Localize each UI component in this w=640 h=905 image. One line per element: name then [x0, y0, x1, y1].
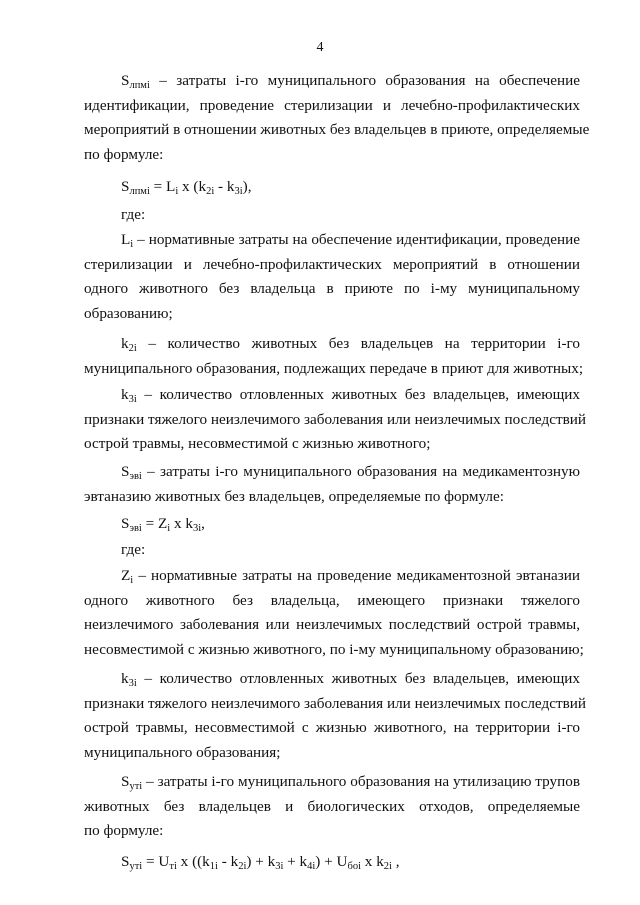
paragraph-line [84, 332, 580, 357]
symbol: S [121, 773, 130, 790]
formula-s-lpm [121, 175, 252, 200]
paragraph-k3-territory-definition [84, 667, 587, 765]
paragraph-line: признаки тяжелого неизлечимого заболевания или неизлечимых последствий [84, 694, 587, 712]
symbol: Z [121, 567, 131, 584]
subscript: 3i [128, 394, 137, 405]
paragraph-line: идентификации, проведение стерилизации и лечебно-профилактических [84, 96, 580, 114]
subscript: 3i [234, 186, 243, 197]
paragraph-s-lpm-definition [84, 69, 590, 167]
subscript: 2i [383, 861, 392, 872]
line-text: – затраты i-го муниципального образования на медикаментозную [141, 463, 580, 480]
paragraph-line [84, 383, 580, 408]
formula-s-ev [121, 512, 205, 537]
paragraph-line: признаки тяжелого неизлечимого заболевания или неизлечимых последствий [84, 410, 587, 428]
subscript: i [175, 186, 179, 197]
paragraph-k3-definition [84, 383, 587, 457]
formula-part: = Z [141, 515, 168, 532]
subscript: 3i [128, 678, 137, 689]
paragraph-k2-definition [84, 332, 584, 381]
paragraph-line: по формуле: [84, 145, 164, 163]
subscript: лпмi [129, 80, 150, 91]
symbol: k [121, 335, 129, 352]
paragraph-line: животных без владельцев и биологических отходов, определяемые [84, 797, 580, 815]
subscript: i [130, 575, 134, 586]
paragraph-line [84, 667, 580, 692]
symbol: L [121, 231, 131, 248]
paragraph-line: одного животного без владельца в приюте по i-му муниципальному [84, 280, 580, 297]
paragraph-line: муниципального образования; [84, 743, 281, 761]
formula-part: , [201, 515, 205, 532]
subscript: утi [129, 781, 143, 792]
subscript: i [167, 523, 171, 534]
paragraph-s-ut-definition [84, 770, 580, 844]
paragraph-line: мероприятий в отношении животных без владельцев в приюте, определяемые [84, 121, 590, 138]
paragraph-line [84, 564, 580, 589]
paragraph-line: муниципального образования, подлежащих передаче в приют для животных; [84, 359, 584, 377]
paragraph-line: по формуле: [84, 822, 164, 839]
line-text: – затраты i-го муниципального образования на утилизацию трупов [142, 773, 580, 790]
subscript: 4i [307, 861, 316, 872]
formula-part: = U [142, 853, 170, 870]
subscript: i [130, 239, 134, 250]
line-text: – затраты i-го муниципального образования на обеспечение [149, 72, 580, 89]
formula-part: S [121, 515, 130, 532]
subscript: лпмi [129, 186, 150, 197]
where-label: где: [121, 541, 146, 558]
paragraph-line: стерилизации и лечебно-профилактических мероприятий в отношении [84, 255, 580, 273]
line-text: – нормативные затраты на проведение медикаментозной эвтаназии [133, 567, 580, 584]
formula-part: + k [283, 853, 308, 870]
symbol: k [121, 670, 129, 687]
line-text: – количество отловленных животных без владельцев, имеющих [136, 670, 580, 687]
paragraph-line: острой травмы, несовместимой с жизнью животного, на территории i-го [84, 719, 580, 736]
formula-part: - k [217, 853, 239, 870]
formula-part: ) + U [315, 853, 348, 870]
symbol: S [121, 463, 130, 480]
formula-part: x (k [178, 178, 207, 195]
paragraph-line [84, 770, 580, 795]
paragraph-line: острой травмы, несовместимой с жизнью животного; [84, 435, 431, 452]
paragraph-line: эвтаназию животных без владельцев, определяемые по формуле: [84, 487, 504, 505]
paragraph-line [84, 460, 580, 485]
where-label: где: [121, 206, 146, 223]
paragraph-line [84, 228, 580, 253]
formula-part: = L [149, 178, 176, 195]
symbol: S [121, 72, 130, 89]
formula-part: S [121, 178, 130, 195]
formula-part: - k [214, 178, 235, 195]
subscript: 3i [275, 861, 284, 872]
page-number: 4 [316, 40, 324, 55]
formula-part: , [391, 853, 400, 870]
paragraph-line: несовместимой с жизнью животного, по i-му муниципальному образованию; [84, 640, 584, 658]
subscript: боi [347, 861, 361, 872]
subscript: 2i [128, 343, 137, 354]
subscript: эвi [129, 523, 142, 534]
formula-part: x ((k [176, 853, 210, 870]
line-text: – количество животных без владельцев на территории i-го [136, 335, 580, 352]
subscript: утi [129, 861, 143, 872]
paragraph-line [84, 69, 580, 94]
formula-part: ), [242, 178, 252, 195]
paragraph-line: образованию; [84, 304, 173, 322]
paragraph-line: неизлечимого заболевания или неизлечимых последствий острой травмы, [84, 616, 580, 633]
formula-s-ut [121, 850, 400, 875]
formula-part: S [121, 853, 130, 870]
formula-part: x k [361, 853, 384, 870]
line-text: – нормативные затраты на обеспечение идентификации, проведение [133, 231, 580, 248]
paragraph-l-definition [84, 228, 580, 326]
subscript: 2i [206, 186, 215, 197]
subscript: эвi [129, 471, 142, 482]
formula-part: ) + k [246, 853, 276, 870]
paragraph-line: одного животного без владельца, имеющего признаки тяжелого [84, 591, 580, 609]
formula-part: x k [170, 515, 193, 532]
symbol: k [121, 386, 129, 403]
line-text: – количество отловленных животных без владельцев, имеющих [136, 386, 580, 403]
subscript: 1i [209, 861, 218, 872]
subscript: тi [169, 861, 177, 872]
subscript: 3i [192, 523, 202, 534]
paragraph-z-definition [84, 564, 584, 662]
subscript: 2i [238, 861, 247, 872]
paragraph-s-ev-definition [84, 460, 580, 509]
